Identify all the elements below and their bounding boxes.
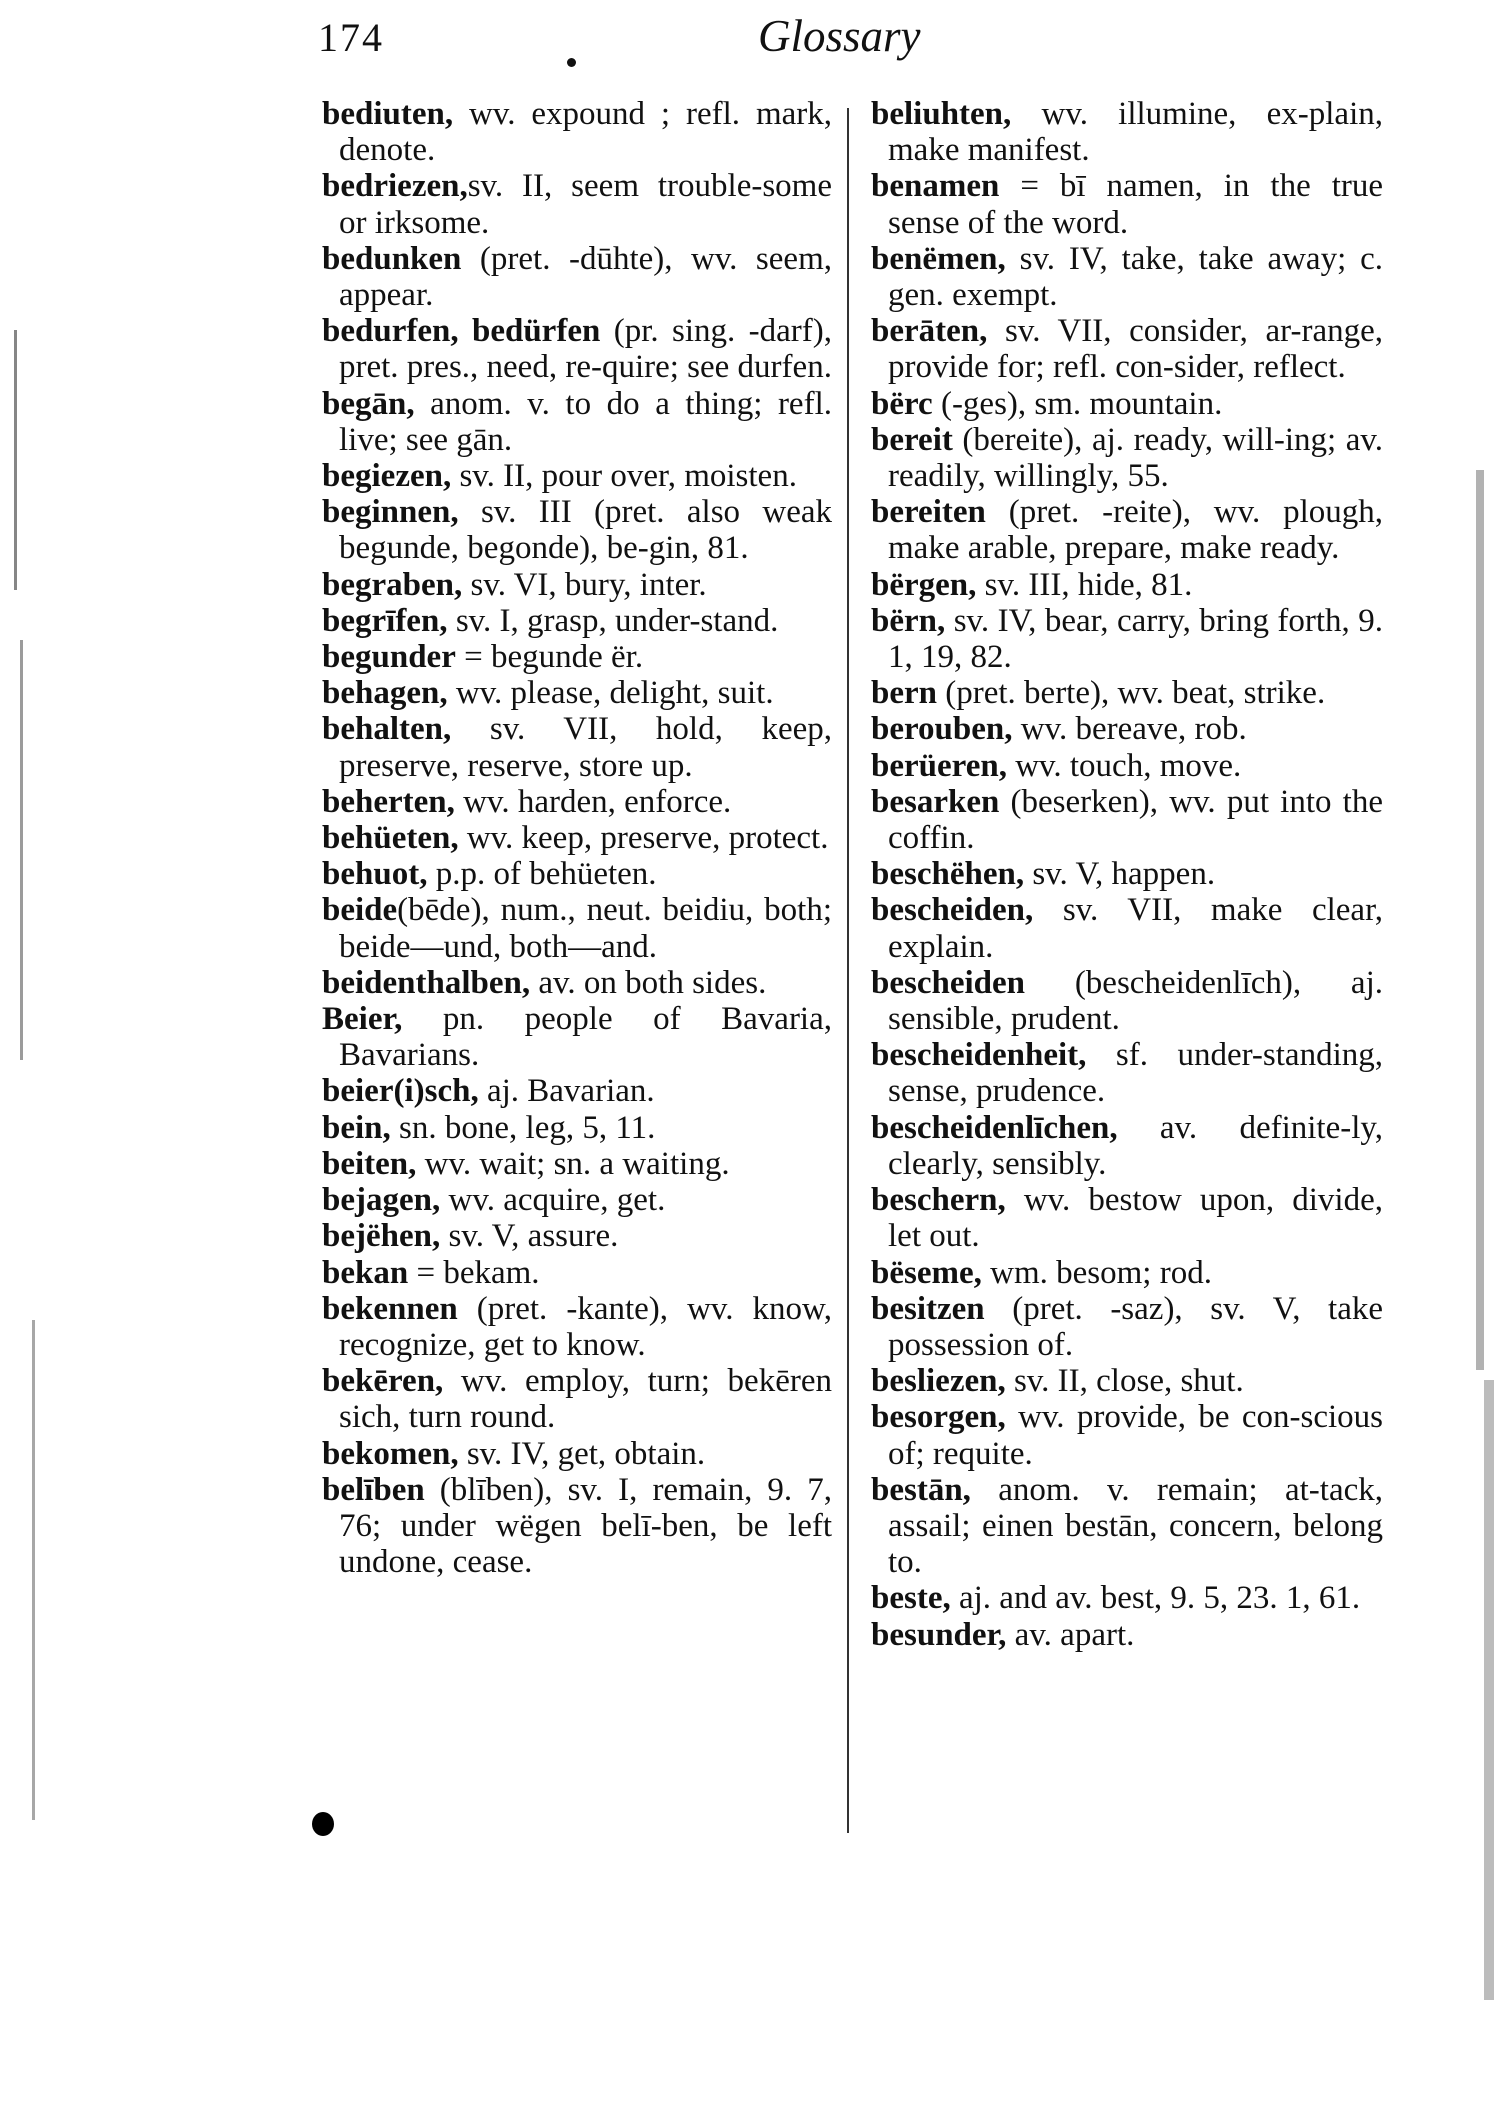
glossary-entry [322,1001,832,1073]
headword: bescheidenheit, [871,1037,1087,1074]
gloss: sv. II, close, shut. [1005,1363,1244,1400]
gloss: (pret. -kante), wv. know, recognize, get to know. [339,1290,832,1363]
glossary-entry [871,1399,1383,1471]
gloss: sv. V, assure. [440,1218,619,1255]
gloss: pn. people of Bavaria, Bavarians. [339,1001,832,1074]
headword: bein, [322,1109,391,1146]
glossary-entry [322,820,832,856]
running-title: Glossary [758,11,921,61]
column-divider [847,108,849,1833]
headword: beiten, [322,1145,417,1182]
headword: bërc [871,385,933,422]
gloss: wv. bestow upon, divide, let out. [888,1182,1383,1255]
gloss: wv. acquire, get. [440,1182,666,1219]
gloss: p.p. of behüeten. [427,856,657,893]
glossary-entry [871,675,1383,711]
headword: begrīfen, [322,602,448,639]
gloss: wv. keep, preserve, protect. [458,820,829,857]
gloss: (pret. -saz), sv. V, take possession of. [888,1290,1383,1363]
glossary-entry [322,639,832,675]
headword: behuot, [322,856,428,893]
gloss: sv. III, hide, 81. [976,566,1193,603]
gloss: wv. employ, turn; bekēren sich, turn round. [339,1363,832,1436]
headword: bereit [871,421,953,458]
glossary-entry [871,494,1383,566]
gloss: sv. II, seem trouble-some or irksome. [339,168,832,241]
headword: besliezen, [871,1363,1006,1400]
gloss: wv. illumine, ex-plain, make manifest. [888,96,1383,169]
glossary-entry [322,711,832,783]
headword: bedurfen, bedürfen [322,313,601,350]
headword: benëmen, [871,240,1006,277]
gloss: (beserken), wv. put into the coffin. [888,783,1383,857]
headword: besarken [871,783,1000,820]
headword: berāten, [871,313,988,350]
glossary-entry [871,241,1383,313]
glossary-entry [322,241,832,313]
glossary-entry [871,1580,1383,1616]
gloss: av. definite-ly, clearly, sensibly. [888,1109,1383,1182]
headword: bërn, [871,602,946,639]
glossary-entry [871,1255,1383,1291]
headword: bedriezen, [322,168,468,205]
gloss: av. on both sides. [530,964,767,1001]
gloss: = bekam. [408,1254,540,1291]
glossary-entry [322,567,832,603]
glossary-entry [871,1472,1383,1581]
headword: bërgen, [871,566,977,603]
header-ink-dot [567,58,576,67]
right-scan-edge [1476,470,1484,1370]
headword: begiezen, [322,458,452,495]
gloss: (-ges), sm. mountain. [932,385,1223,422]
glossary-entry [322,965,832,1001]
gloss: wv. touch, move. [1006,747,1242,784]
glossary-entry [322,675,832,711]
gloss: sv. VI, bury, inter. [462,566,707,603]
headword: begunder [322,639,456,676]
headword: bereiten [871,494,986,531]
gloss: wv. wait; sn. a waiting. [416,1145,730,1182]
headword: beherten, [322,783,455,820]
headword: bediuten, [322,96,454,132]
headword: beschëhen, [871,856,1025,893]
gloss: sv. IV, bear, carry, bring forth, 9. 1, 19, 82. [888,602,1383,676]
glossary-entry [871,603,1383,675]
glossary-entry [871,313,1383,385]
headword: besitzen [871,1290,985,1327]
headword: begraben, [322,566,463,603]
glossary-entry [871,892,1383,964]
gloss: (pret. berte), wv. beat, strike. [937,675,1326,712]
headword: bescheiden [871,964,1026,1001]
glossary-entry [322,1182,832,1218]
headword: behagen, [322,675,448,712]
glossary-entry [871,168,1383,240]
headword: behalten, [322,711,452,748]
glossary-entry [871,1110,1383,1182]
headword: bern [871,675,937,712]
headword: bekennen [322,1290,458,1327]
gloss: (bereite), aj. ready, will-ing; av. readily, willingly, 55. [888,421,1383,495]
gloss: = bī namen, in the true sense of the word. [888,168,1383,241]
gloss: aj. Bavarian. [478,1073,655,1110]
glossary-entry [322,1436,832,1472]
glossary-entry [871,96,1383,168]
left-scan-edge [14,330,17,590]
gloss: (pr. sing. -darf), pret. pres., need, re-quire; see durfen. [339,313,832,386]
headword: bejagen, [322,1182,441,1219]
glossary-entry [322,1291,832,1363]
gloss: sf. under-standing, sense, prudence. [888,1037,1383,1110]
headword: beschern, [871,1182,1006,1219]
glossary-entry [322,603,832,639]
headword: beier(i)sch, [322,1073,479,1110]
glossary-entry [322,168,832,240]
glossary-entry [322,96,832,168]
gloss: (blīben), sv. I, remain, 9. 7, 76; under wëgen belī-ben, be left undone, cease. [339,1471,832,1581]
gloss: sv. VII, consider, ar-range, provide for; refl. con-sider, reflect. [888,313,1383,386]
glossary-entry [322,784,832,820]
glossary-entry [322,458,832,494]
glossary-column-left [322,96,832,1580]
gloss: sv. II, pour over, moisten. [451,458,797,495]
glossary-entry [871,1363,1383,1399]
gloss: sv. VII, hold, keep, preserve, reserve, store up. [339,711,832,784]
glossary-entry [322,892,832,964]
gloss: = begunde ër. [455,639,644,676]
headword: bekomen, [322,1435,459,1472]
glossary-entry [871,1182,1383,1254]
gloss: (pret. -dūhte), wv. seem, appear. [339,240,832,314]
glossary-entry [322,313,832,385]
gloss: sn. bone, leg, 5, 11. [390,1109,656,1146]
headword: Beier, [322,1001,403,1038]
page-header [0,6,1511,66]
gloss: (bēde), num., neut. beidiu, both; beide—und, both—and. [339,892,832,965]
gloss: av. apart. [1006,1616,1135,1653]
glossary-entry [322,1073,832,1109]
glossary-entry [871,422,1383,494]
gloss: (pret. -reite), wv. plough, make arable, prepare, make ready. [888,494,1383,567]
glossary-entry [871,567,1383,603]
glossary-entry [322,1146,832,1182]
glossary-entry [322,1255,832,1291]
gloss: anom. v. remain; at-tack, assail; einen bestān, concern, belong to. [888,1471,1383,1581]
gloss: sv. IV, take, take away; c. gen. exempt. [888,240,1383,314]
glossary-column-right [871,96,1383,1653]
headword: beliuhten, [871,96,1012,132]
glossary-entry [322,1218,832,1254]
headword: beginnen, [322,494,459,531]
gloss: sv. IV, get, obtain. [458,1435,706,1472]
glossary-entry [322,1363,832,1435]
right-scan-edge [1484,1380,1494,2000]
headword: bescheidenlīchen, [871,1109,1118,1146]
headword: bejëhen, [322,1218,441,1255]
left-scan-edge [32,1320,35,1820]
gloss: wv. bereave, rob. [1012,711,1247,748]
headword: berüeren, [871,747,1007,784]
glossary-entry [871,856,1383,892]
headword: benamen [871,168,1000,205]
headword: begān, [322,385,415,422]
glossary-entry [322,1110,832,1146]
headword: besunder, [871,1616,1007,1653]
gloss: aj. and av. best, 9. 5, 23. 1, 61. [950,1580,1361,1617]
gloss: wv. please, delight, suit. [447,675,774,712]
headword: beidenthalben, [322,964,531,1001]
page-number: 174 [318,15,384,60]
headword: bekēren, [322,1363,444,1400]
gloss: wv. expound ; refl. mark, denote. [339,96,832,169]
glossary-entry [871,711,1383,747]
headword: bescheiden, [871,892,1034,929]
headword: besorgen, [871,1399,1006,1436]
headword: bëseme, [871,1254,982,1291]
headword: beste, [871,1580,951,1617]
glossary-entry [871,748,1383,784]
headword: belīben [322,1471,425,1508]
gloss: sv. I, grasp, under-stand. [447,602,779,639]
gloss: sv. VII, make clear, explain. [888,892,1383,965]
gloss: sv. III (pret. also weak begunde, begonde), be-gin, 81. [339,494,832,567]
glossary-entry [322,494,832,566]
headword: bestān, [871,1471,971,1508]
gloss: (bescheidenlīch), aj. sensible, prudent. [888,964,1383,1038]
headword: beide [322,892,398,929]
glossary-entry [871,1291,1383,1363]
glossary-entry [871,386,1383,422]
glossary-entry [871,1617,1383,1653]
gloss: wm. besom; rod. [981,1254,1212,1291]
headword: berouben, [871,711,1013,748]
ink-blot [312,1812,334,1836]
gloss: wv. provide, be con-scious of; requite. [888,1399,1383,1472]
gloss: wv. harden, enforce. [454,783,732,820]
gloss: anom. v. to do a thing; refl. live; see gān. [339,385,832,458]
glossary-entry [871,965,1383,1037]
left-scan-edge [20,640,23,1060]
headword: behüeten, [322,820,459,857]
headword: bedunken [322,240,462,277]
glossary-entry [871,1037,1383,1109]
gloss: sv. V, happen. [1024,856,1216,893]
glossary-entry [322,1472,832,1581]
glossary-entry [322,386,832,458]
glossary-entry [322,856,832,892]
headword: bekan [322,1254,409,1291]
glossary-entry [871,784,1383,856]
